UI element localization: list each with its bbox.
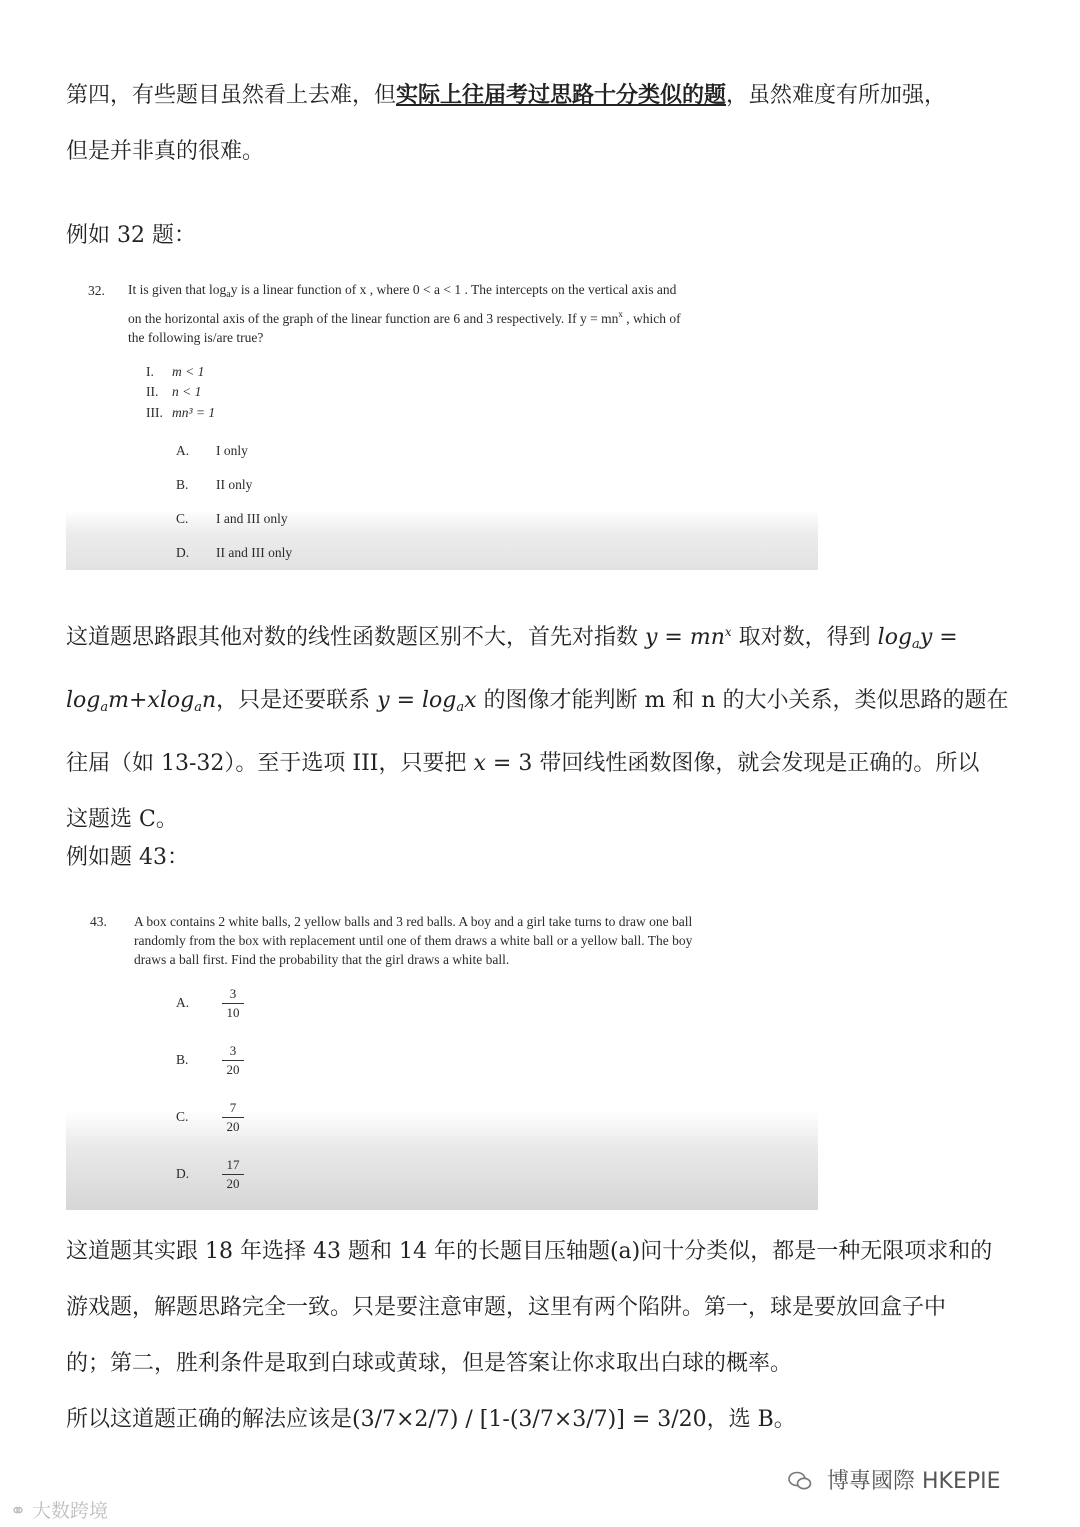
- q32-stem-line-2: on the horizontal axis of the graph of the linear function are 6 and 3 respectively. If $y = mn^x$ , which of: [128, 309, 681, 326]
- link-icon: ⚭: [10, 1500, 26, 1522]
- q43-option-a-fraction: $\frac{3}{10}$: [222, 986, 244, 1021]
- intro-emphasis: 实际上往届考过思路十分类似的题: [396, 82, 727, 108]
- q32-option-b: B. II only: [176, 477, 253, 492]
- q43-option-c-fraction: $\frac{7}{20}$: [222, 1100, 244, 1135]
- q43-option-c-label: C.: [176, 1109, 189, 1124]
- intro-text-end: ，虽然难度有所加强，: [726, 83, 947, 108]
- watermark-right: [788, 1464, 1001, 1495]
- q32-option-d: D. II and III only: [176, 545, 293, 560]
- example-32-label: 例如 32 题：: [66, 223, 196, 248]
- q32-statement: II. n < 1: [146, 384, 202, 399]
- q32-number: 32.: [88, 283, 105, 298]
- q32-option-c: C. I and III only: [176, 511, 288, 526]
- intro-line-2: 但是并非真的很难。: [66, 139, 265, 164]
- q43-option-b-label: B.: [176, 1052, 189, 1067]
- wechat-icon: [788, 1471, 812, 1491]
- paragraph-explanation-43: 这道题其实跟 18 年选择 43 题和 14 年的长题目压轴题(a)问十分类似，都是一种无限项求和的 游戏题，解题思路完全一致。只是要注意审题，这里有两个陷阱。第一，球是要放回盒子中 的；第二，胜利条件是取到白球或黄球，但是答案让你求取出白球的概率。 所以这道题正确的解法应该是(3/7×2/7) / [1-(3/7×3/7)] = 3/20，选 B。: [66, 1239, 993, 1432]
- paragraph-explanation-32: 这道题思路跟其他对数的线性函数题区别不大，首先对指数 $y = mn^x$ 取对数，得到 $\log_ay$ = $\log_am+xlog_an$，只是还要联系 $y = \log_ax$ 的图像才能判断 m 和 n 的大小关系，类似思路的题在 往届（如 13-32）。至于选项 III，只要把 x = 3 带回线性函数图像，就会发现是正确的。所以 这题选 C。: [66, 625, 1009, 832]
- q43-option-b-fraction: $\frac{3}{20}$: [222, 1043, 244, 1078]
- question-43-image: [66, 900, 818, 1210]
- watermark-left-text: 大数跨境: [31, 1500, 108, 1522]
- q43-number: 43.: [90, 914, 107, 929]
- q43-stem-line-3: draws a ball first. Find the probability that the girl draws a white ball.: [134, 952, 510, 967]
- q43-stem-line-1: A box contains 2 white balls, 2 yellow balls and 3 red balls. A boy and a girl take turns to draw one ball: [134, 914, 693, 929]
- q43-option-d-fraction: $\frac{17}{20}$: [222, 1157, 244, 1192]
- example-43-label: 例如题 43：: [66, 845, 189, 870]
- watermark-left: [10, 1496, 108, 1523]
- q32-stem-line-1: It is given that $\log_ay$ is a linear function of x , where 0 < a < 1 . The intercepts on the vertical axis and: [128, 282, 677, 300]
- paragraph-intro: [66, 67, 1026, 180]
- watermark-right-text: 博專國際 HKEPIE: [827, 1469, 1001, 1494]
- intro-text: 第四，有些题目虽然看上去难，但: [66, 83, 397, 108]
- q43-option-a-label: A.: [176, 995, 190, 1010]
- question-32-image: [66, 270, 818, 570]
- q43-option-d-label: D.: [176, 1166, 190, 1181]
- q43-stem-line-2: randomly from the box with replacement until one of them draws a white ball or a yellow ball. The boy: [134, 933, 693, 948]
- q32-statement: III. mn³ = 1: [146, 405, 216, 420]
- q32-stem-line-3: the following is/are true?: [128, 330, 264, 345]
- q32-option-a: A. I only: [176, 443, 248, 458]
- q32-statement: I. m < 1: [146, 364, 205, 379]
